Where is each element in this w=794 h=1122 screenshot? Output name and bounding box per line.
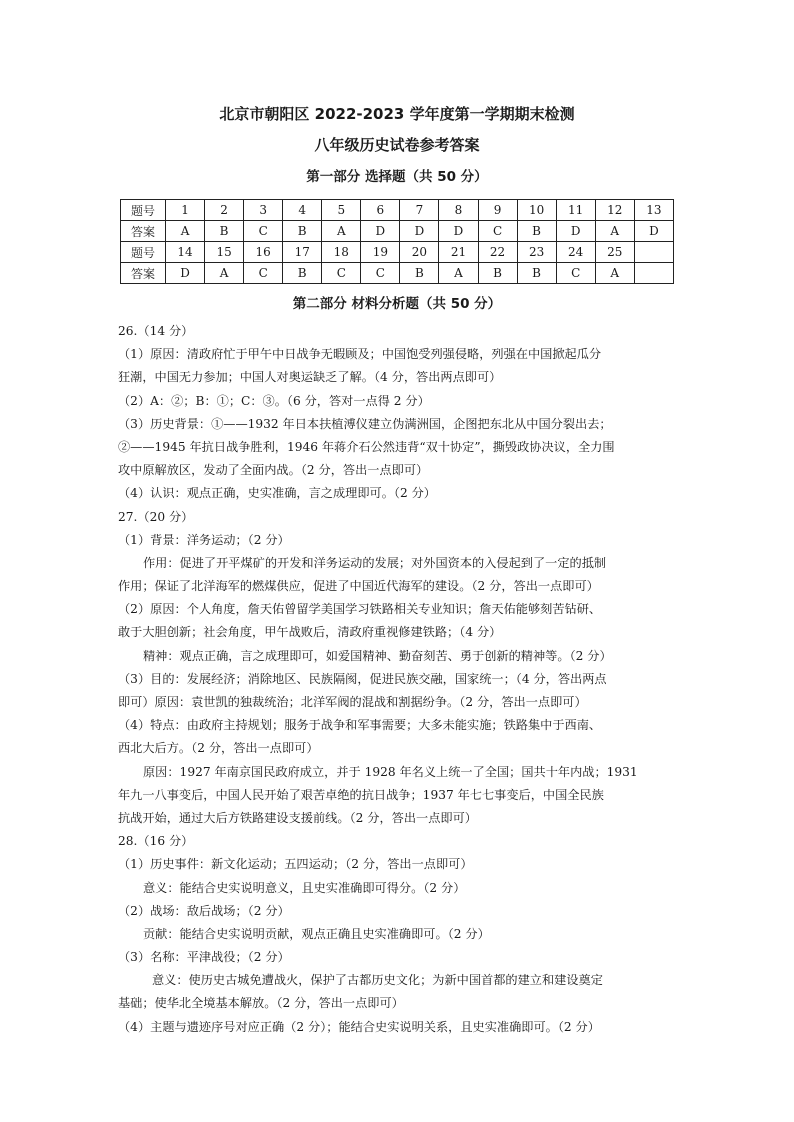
answer-line: （4）特点：由政府主持规划；服务于战争和军事需要；大多未能实施；铁路集中于西南、 xyxy=(118,718,602,733)
answer-body xyxy=(118,320,678,1039)
table-row xyxy=(121,263,674,284)
table-cell: 22 xyxy=(478,242,517,263)
answer-line: 意义：使历史古城免遭战火，保护了古都历史文化；为新中国首都的建立和建设奠定 xyxy=(152,973,603,988)
table-cell: 19 xyxy=(361,242,400,263)
table-cell: 12 xyxy=(595,200,634,221)
table-cell: 16 xyxy=(244,242,283,263)
table-cell: 1 xyxy=(166,200,205,221)
answer-line: （1）原因：清政府忙于甲午中日战争无暇顾及；中国饱受列强侵略，列强在中国掀起瓜分 xyxy=(118,347,602,362)
table-cell: D xyxy=(634,221,673,242)
answer-line: （3）名称：平津战役；（2 分） xyxy=(118,950,290,965)
table-cell: B xyxy=(478,263,517,284)
answer-line: （3）历史背景：①——1932 年日本扶植溥仪建立伪满洲国，企图把东北从中国分裂出去； xyxy=(118,416,612,431)
table-cell: 6 xyxy=(361,200,400,221)
answer-line: ②——1945 年抗日战争胜利，1946 年蒋介石公然违背“双十协定”，撕毁政协决议，全力围 xyxy=(118,439,615,454)
table-cell: 23 xyxy=(517,242,556,263)
answer-line: 攻中原解放区，发动了全面内战。（2 分，答出一点即可） xyxy=(118,463,429,478)
table-cell: B xyxy=(517,263,556,284)
table-cell: 25 xyxy=(595,242,634,263)
answer-line: 基础；使华北全境基本解放。（2 分，答出一点即可） xyxy=(118,996,404,1011)
table-cell: B xyxy=(205,221,244,242)
table-cell: C xyxy=(556,263,595,284)
table-cell: 15 xyxy=(205,242,244,263)
table-cell: 21 xyxy=(439,242,478,263)
table-row-header: 题号 xyxy=(121,200,166,221)
table-cell xyxy=(634,242,673,263)
table-cell: B xyxy=(283,221,322,242)
answer-line: （3）目的：发展经济；消除地区、民族隔阂，促进民族交融，国家统一；（4 分，答出两点 xyxy=(118,671,607,686)
answer-line: （4）主题与遗迹序号对应正确（2 分）；能结合史实说明关系，且史实准确即可。（2 分） xyxy=(118,1019,600,1034)
table-cell: D xyxy=(556,221,595,242)
table-cell: 9 xyxy=(478,200,517,221)
table-cell: C xyxy=(478,221,517,242)
answer-line: 作用：促进了开平煤矿的开发和洋务运动的发展；对外国资本的入侵起到了一定的抵制 xyxy=(143,555,607,570)
table-cell: 7 xyxy=(400,200,439,221)
table-row-header: 答案 xyxy=(121,263,166,284)
table-cell: 8 xyxy=(439,200,478,221)
answer-line: 26.（14 分） xyxy=(118,324,194,338)
table-cell: 11 xyxy=(556,200,595,221)
answer-table xyxy=(120,199,674,284)
answer-line: （4）认识：观点正确，史实准确，言之成理即可。（2 分） xyxy=(118,486,436,501)
table-row-header: 答案 xyxy=(121,221,166,242)
table-cell: B xyxy=(283,263,322,284)
table-cell: 2 xyxy=(205,200,244,221)
answer-line: 精神：观点正确，言之成理即可，如爱国精神、勤奋刻苦、勇于创新的精神等。（2 分） xyxy=(143,648,612,663)
table-cell xyxy=(634,263,673,284)
table-cell: 3 xyxy=(244,200,283,221)
table-cell: A xyxy=(595,263,634,284)
table-cell: C xyxy=(361,263,400,284)
table-cell: B xyxy=(400,263,439,284)
table-cell: 10 xyxy=(517,200,556,221)
table-cell: 5 xyxy=(322,200,361,221)
table-cell: A xyxy=(439,263,478,284)
answer-line: （2）原因：个人角度，詹天佑曾留学美国学习铁路相关专业知识；詹天佑能够刻苦钻研、 xyxy=(118,602,602,617)
document-subtitle: 八年级历史试卷参考答案 xyxy=(314,136,480,154)
part-one-heading: 第一部分 选择题（共 50 分） xyxy=(306,169,488,185)
answer-line: 28.（16 分） xyxy=(118,834,194,849)
table-cell: 24 xyxy=(556,242,595,263)
part-two-heading: 第二部分 材料分析题（共 50 分） xyxy=(292,296,502,312)
table-cell: D xyxy=(166,263,205,284)
answer-line: 敢于大胆创新；社会角度，甲午战败后，清政府重视修建铁路；（4 分） xyxy=(118,625,502,640)
table-row-header: 题号 xyxy=(121,242,166,263)
table-cell: A xyxy=(166,221,205,242)
table-cell: 18 xyxy=(322,242,361,263)
table-cell: 4 xyxy=(283,200,322,221)
answer-line: 西北大后方。（2 分，答出一点即可） xyxy=(118,741,319,756)
answer-line: 27.（20 分） xyxy=(118,509,194,524)
answer-line: 即可）原因：袁世凯的独裁统治；北洋军阀的混战和割据纷争。（2 分，答出一点即可） xyxy=(118,695,587,709)
answer-line: （1）历史事件：新文化运动；五四运动；（2 分，答出一点即可） xyxy=(118,857,473,872)
answer-line: （2）战场：敌后战场；（2 分） xyxy=(118,903,290,918)
answer-line: 狂潮，中国无力参加；中国人对奥运缺乏了解。（4 分，答出两点即可） xyxy=(118,370,502,385)
table-row xyxy=(121,221,674,242)
document-title: 北京市朝阳区 2022-2023 学年度第一学期期末检测 xyxy=(219,105,575,123)
table-cell: 13 xyxy=(634,200,673,221)
table-cell: C xyxy=(322,263,361,284)
table-row xyxy=(121,200,674,221)
table-cell: A xyxy=(595,221,634,242)
answer-line: （1）背景：洋务运动；（2 分） xyxy=(118,532,290,547)
table-cell: A xyxy=(205,263,244,284)
table-cell: 14 xyxy=(166,242,205,263)
answer-line: 意义：能结合史实说明意义，且史实准确即可得分。（2 分） xyxy=(143,880,466,895)
table-row xyxy=(121,242,674,263)
table-cell: C xyxy=(244,221,283,242)
table-cell: B xyxy=(517,221,556,242)
table-cell: C xyxy=(244,263,283,284)
table-cell: 17 xyxy=(283,242,322,263)
answer-line: 抗战开始，通过大后方铁路建设支援前线。（2 分，答出一点即可） xyxy=(118,810,477,825)
answer-line: 原因：1927 年南京国民政府成立，并于 1928 年名义上统一了全国；国共十年内战；1931 xyxy=(143,764,638,779)
table-cell: D xyxy=(400,221,439,242)
answer-line: （2）A：②；B：①；C：③。（6 分，答对一点得 2 分） xyxy=(118,393,430,408)
table-cell: D xyxy=(361,221,400,242)
answer-line: 作用；保证了北洋海军的燃煤供应，促进了中国近代海军的建设。（2 分，答出一点即可） xyxy=(118,579,599,594)
answer-line: 贡献：能结合史实说明贡献，观点正确且史实准确即可。（2 分） xyxy=(143,926,490,941)
table-cell: A xyxy=(322,221,361,242)
table-cell: D xyxy=(439,221,478,242)
answer-line: 年九一八事变后，中国人民开始了艰苦卓绝的抗日战争；1937 年七七事变后，中国全民族 xyxy=(118,787,604,802)
table-cell: 20 xyxy=(400,242,439,263)
